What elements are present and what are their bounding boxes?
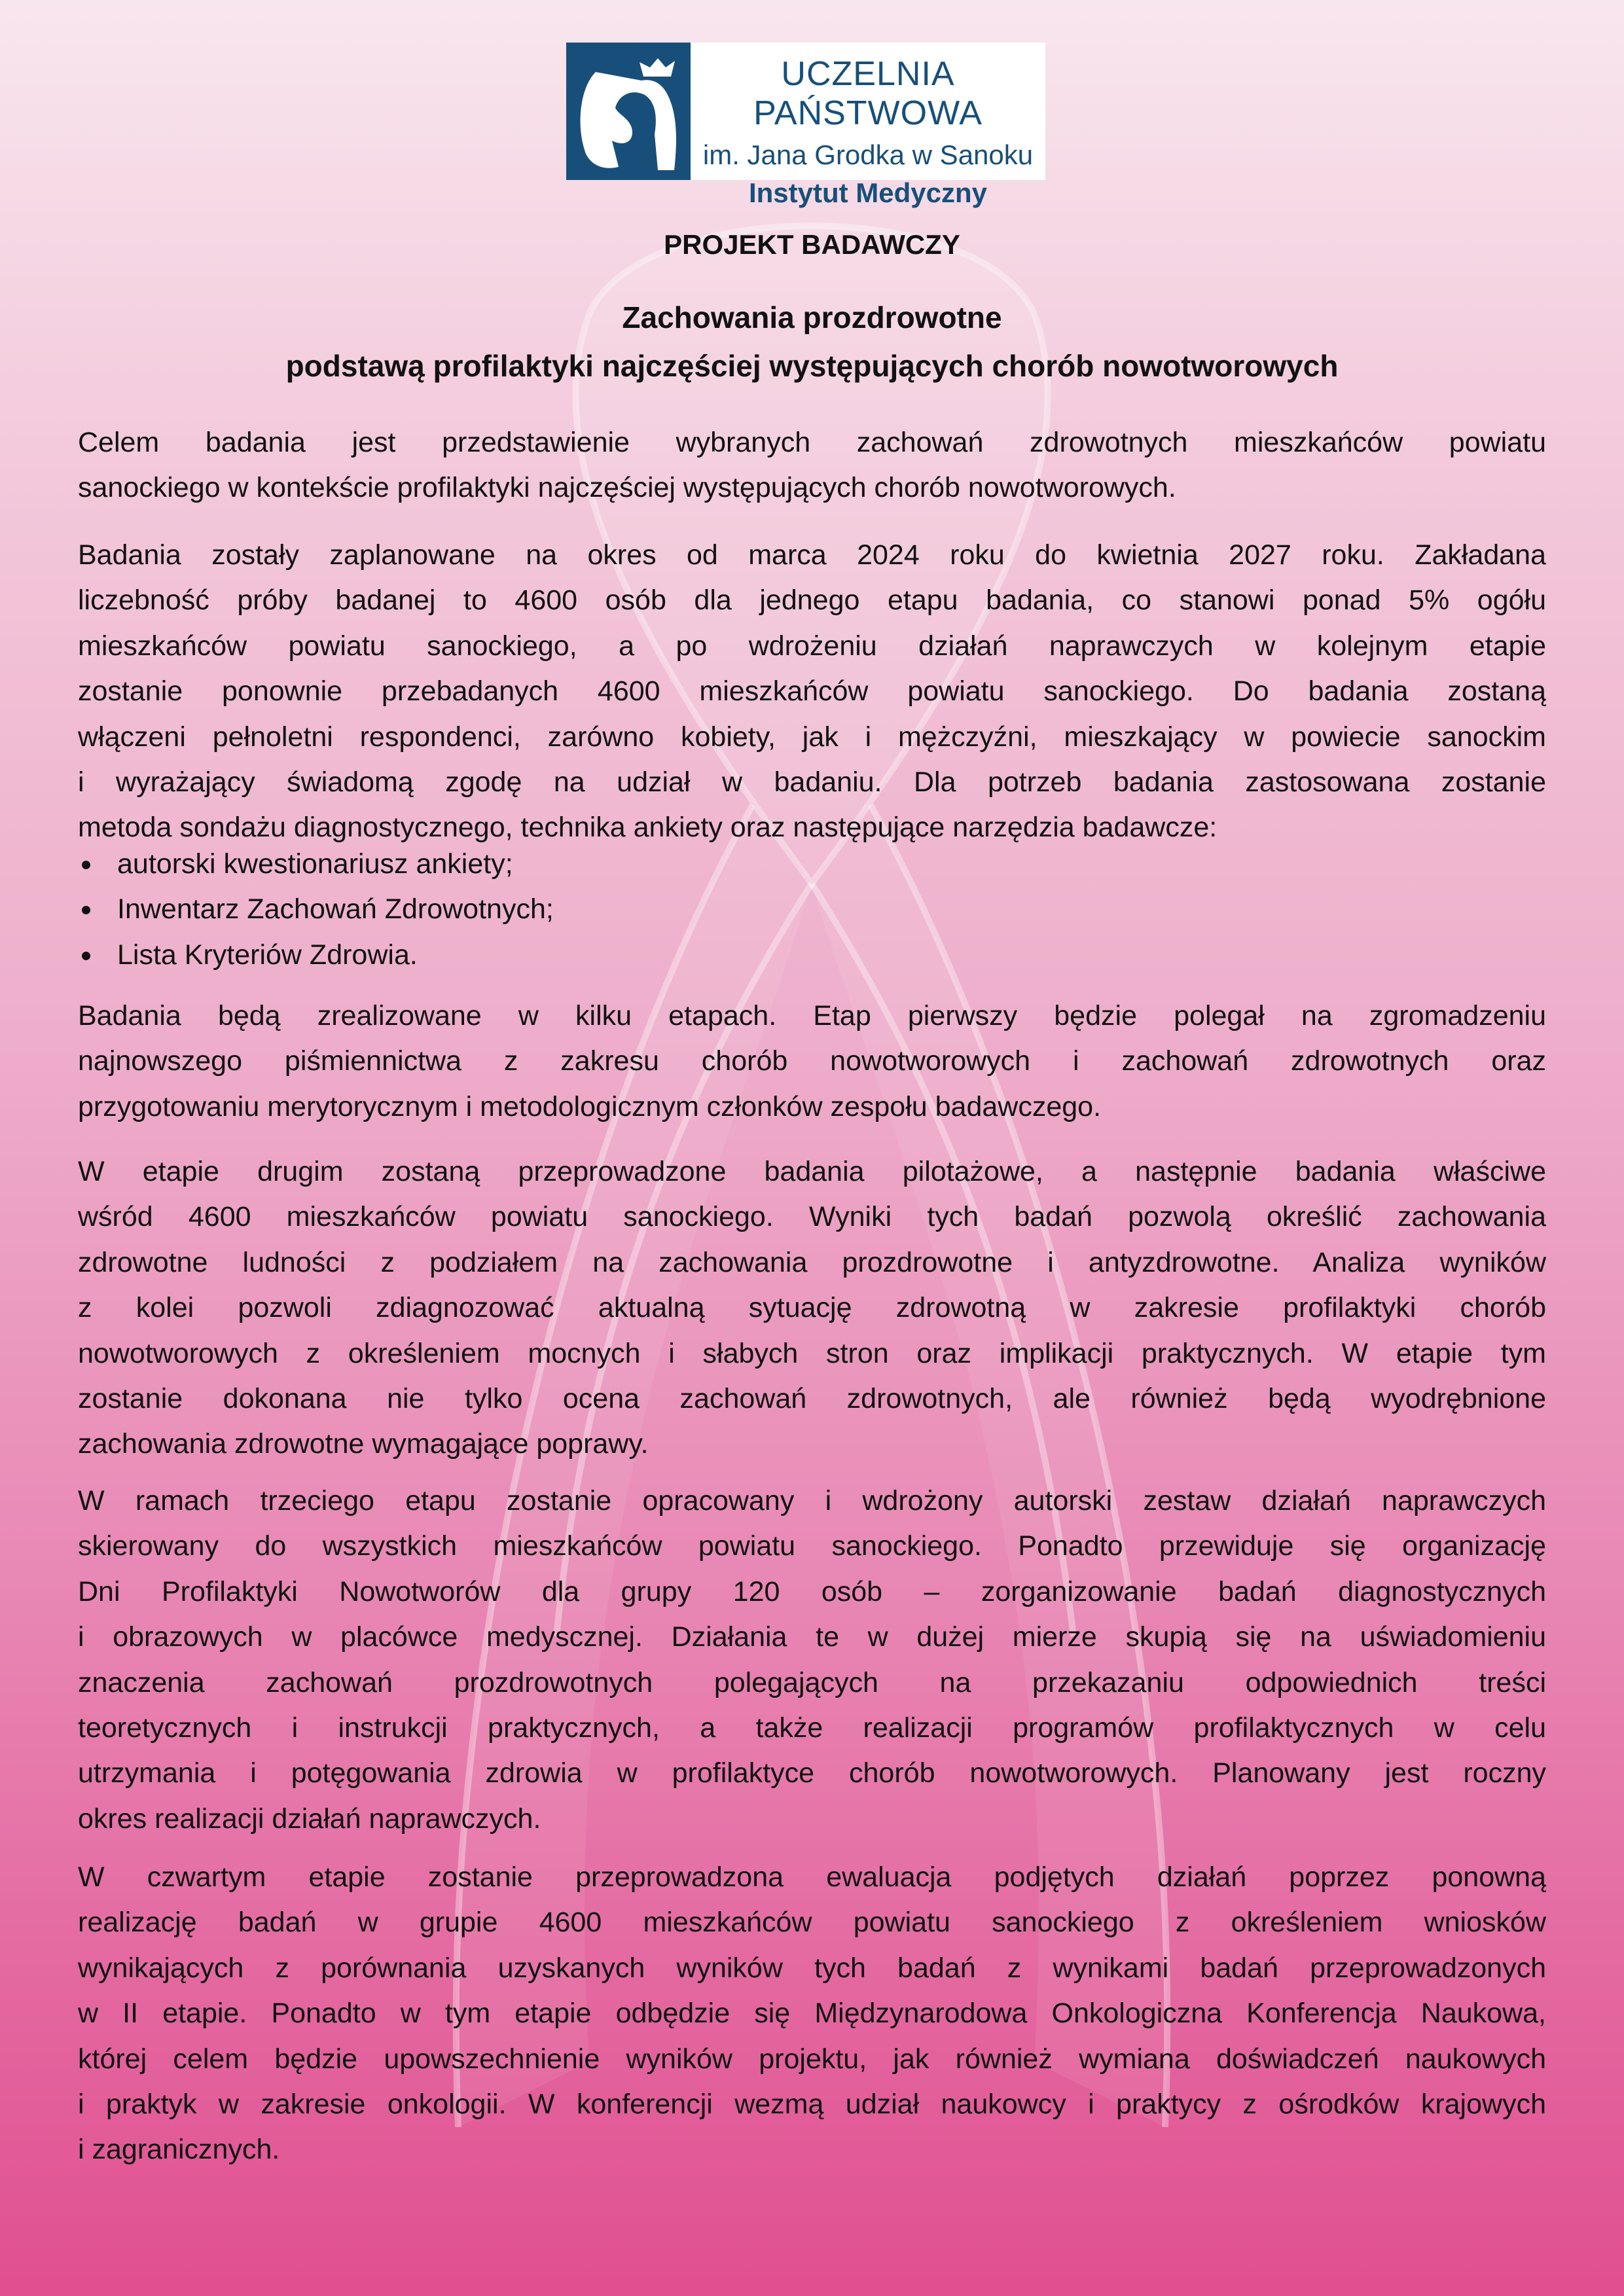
paragraph-stage-2 — [78, 1149, 1546, 1467]
text-line: Celem badania jest przedstawienie wybranych zachowań zdrowotnych mieszkańców powiatu — [78, 427, 1546, 458]
text-line: teoretycznych i instrukcji praktycznych, a także realizacji programów profilaktycznych w celu — [78, 1712, 1546, 1744]
text-line: w II etapie. Ponadto w tym etapie odbędzie się Międzynarodowa Onkologiczna Konferencja Naukowa, — [78, 1998, 1546, 2030]
text-line: W czwartym etapie zostanie przeprowadzona ewaluacja podjętych działań poprzez ponowną — [78, 1861, 1546, 1893]
text-line: nowotworowych z określeniem mocnych i słabych stron oraz implikacji praktycznych. W etapie tym — [78, 1337, 1546, 1369]
title-line-2: podstawą profilaktyki najczęściej występujących chorób nowotworowych — [285, 349, 1339, 383]
text-line: Dni Profilaktyki Nowotworów dla grupy 120 osób – zorganizowanie badań diagnostycznych — [78, 1575, 1546, 1607]
list-item: Lista Kryteriów Zdrowia. — [78, 933, 1546, 978]
text-line: z kolei pozwoli zdiagnozować aktualną sytuację zdrowotną w zakresie profilaktyki chorób — [78, 1292, 1546, 1324]
eagle-emblem-icon — [566, 43, 691, 180]
text-line: Badania będą zrealizowane w kilku etapach. Etap pierwszy będzie polegał na zgromadzeniu — [78, 1000, 1546, 1031]
paragraph-goal — [78, 420, 1546, 511]
text-line: zachowania zdrowotne wymagające poprawy. — [78, 1428, 649, 1460]
text-line: włączeni pełnoletni respondenci, zarówno kobiety, jak i mężczyźni, mieszkający w powiecie sanockim — [78, 721, 1546, 753]
text-line: i wyrażający świadomą zgodę na udział w badaniu. Dla potrzeb badania zastosowana zostanie — [78, 766, 1546, 798]
text-line: zostanie dokonana nie tylko ocena zachowań zdrowotnych, ale również będą wyodrębnione — [78, 1383, 1546, 1415]
text-line: mieszkańców powiatu sanockiego, a po wdrożeniu działań naprawczych w kolejnym etapie — [78, 630, 1546, 662]
logo-line-3: Instytut Medyczny — [748, 177, 988, 208]
text-line: liczebność próby badanej to 4600 osób dla jednego etapu badania, co stanowi ponad 5% ogółu — [78, 584, 1546, 617]
text-line: wśród 4600 mieszkańców powiatu sanockiego. Wyniki tych badań pozwolą określić zachowania — [78, 1201, 1546, 1233]
text-line: zdrowotne ludności z podziałem na zachowania prozdrowotne i antyzdrowotne. Analiza wyników — [78, 1246, 1546, 1278]
text-line: Badania zostały zaplanowane na okres od marca 2024 roku do kwietnia 2027 roku. Zakładana — [78, 539, 1546, 571]
text-line: przygotowaniu merytorycznym i metodologicznym członków zespołu badawczego. — [78, 1090, 1102, 1122]
list-item: autorski kwestionariusz ankiety; — [78, 842, 1546, 887]
text-line: i obrazowych w placówce medyscznej. Działania te w dużej mierze skupią się na uświadomieniu — [78, 1621, 1546, 1653]
project-title — [0, 293, 1624, 390]
list-item: Inwentarz Zachowań Zdrowotnych; — [78, 887, 1546, 932]
logo-line-1: UCZELNIA PAŃSTWOWA — [753, 55, 983, 132]
text-line: realizację badań w grupie 4600 mieszkańców powiatu sanockiego z określeniem wniosków — [78, 1907, 1546, 1939]
university-logo — [566, 43, 1045, 208]
tool-list — [78, 842, 1546, 978]
paragraph-schedule — [78, 533, 1546, 851]
text-line: najnowszego piśmiennictwa z zakresu chorób nowotworowych i zachowań zdrowotnych oraz — [78, 1045, 1546, 1077]
text-line: okres realizacji działań naprawczych. — [78, 1803, 541, 1835]
paragraph-stage-3 — [78, 1479, 1546, 1842]
text-line: sanockiego w kontekście profilaktyki najczęściej występujących chorób nowotworowych. — [78, 472, 1176, 504]
text-line: wynikających z porównania uzyskanych wyników tych badań z wynikami badań przeprowadzonych — [78, 1952, 1546, 1984]
text-line: zostanie ponownie przebadanych 4600 mieszkańców powiatu sanockiego. Do badania zostaną — [78, 675, 1546, 708]
text-line: W etapie drugim zostaną przeprowadzone badania pilotażowe, a następnie badania właściwe — [78, 1156, 1546, 1187]
text-line: której celem będzie upowszechnienie wyników projektu, jak również wymiana doświadczeń naukowych — [78, 2043, 1546, 2075]
project-label: PROJEKT BADAWCZY — [664, 229, 960, 260]
text-line: W ramach trzeciego etapu zostanie opracowany i wdrożony autorski zestaw działań naprawczych — [78, 1485, 1546, 1516]
text-line: znaczenia zachowań prozdrowotnych polegających na przekazaniu odpowiednich treści — [78, 1666, 1546, 1698]
text-line: utrzymania i potęgowania zdrowia w profilaktyce chorób nowotworowych. Planowany jest roczny — [78, 1757, 1546, 1789]
title-line-1: Zachowania prozdrowotne — [622, 300, 1002, 334]
paragraph-stage-4 — [78, 1855, 1546, 2173]
text-line: i praktyk w zakresie onkologii. W konferencji wezmą udział naukowcy i praktycy z ośrodków krajowych — [78, 2089, 1546, 2121]
text-line: skierowany do wszystkich mieszkańców powiatu sanockiego. Ponadto przewiduje się organizację — [78, 1530, 1546, 1562]
text-line: metoda sondażu diagnostycznego, technika ankiety oraz następujące narzędzia badawcze: — [78, 812, 1218, 844]
paragraph-stage-1 — [78, 994, 1546, 1130]
logo-line-2: im. Jana Grodka w Sanoku — [702, 139, 1034, 170]
text-line: i zagranicznych. — [78, 2134, 280, 2166]
